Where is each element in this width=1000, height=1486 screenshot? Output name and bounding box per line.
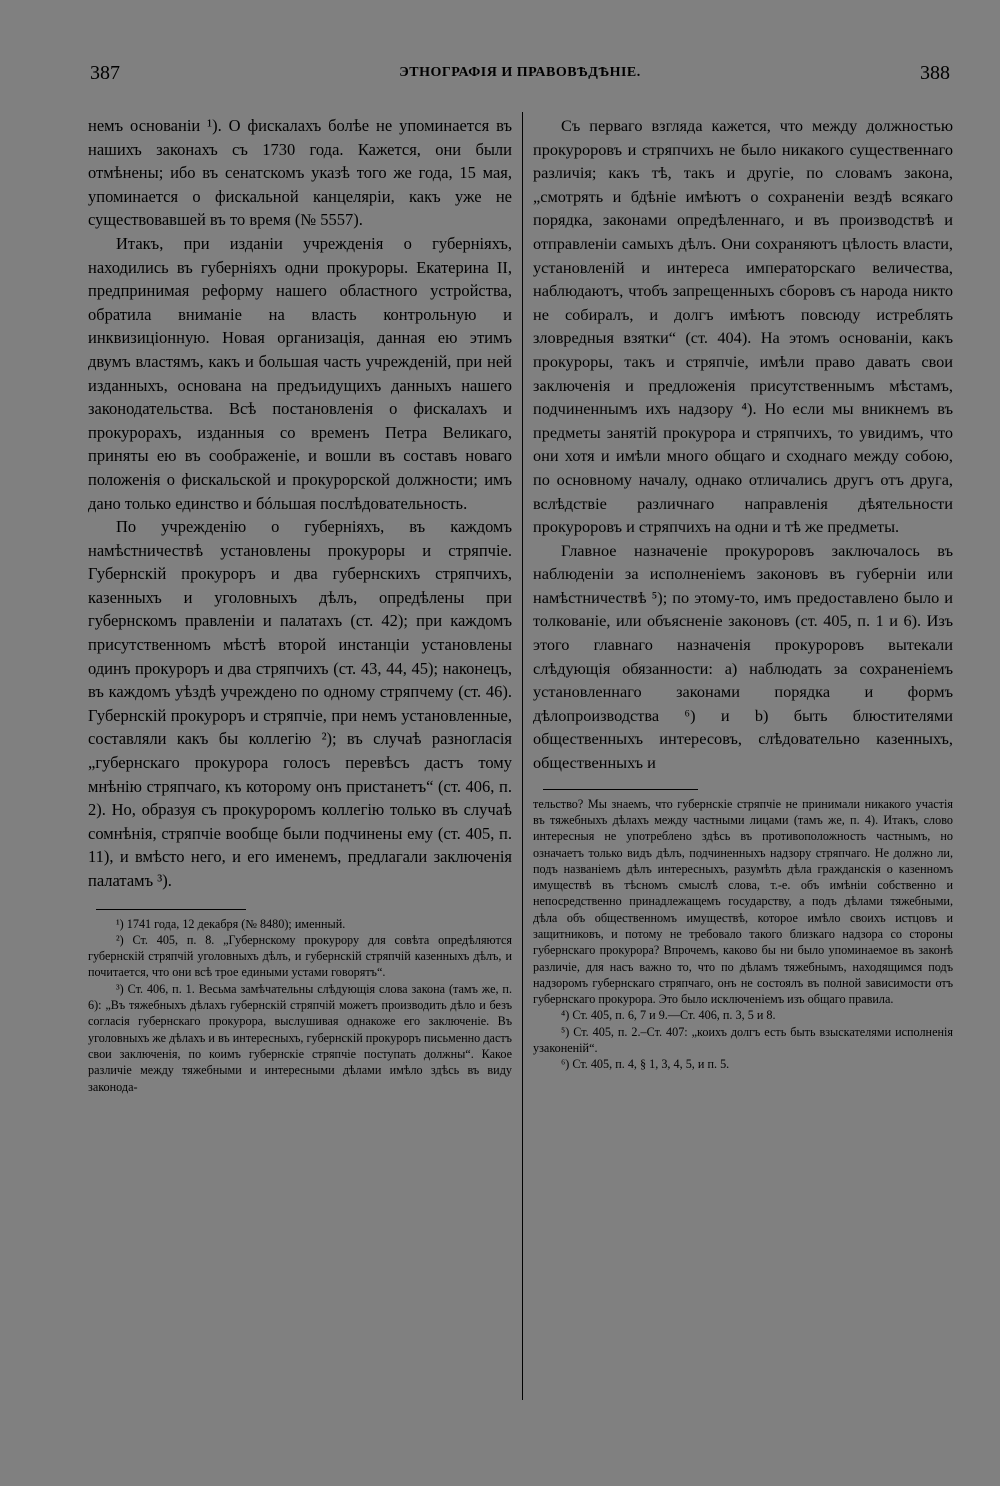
paragraph: немъ основаніи ¹). О фискалахъ болѣе не упоминается въ нашихъ законахъ съ 1730 года. Кажется, они были отмѣнены; ибо въ сенатскомъ указѣ того же года, 15 мая, упоминается о фискальной канцеляріи, какъ уже не существовавшей въ то время (№ 5557).: [88, 116, 512, 230]
running-header: [90, 62, 950, 92]
left-body-text: [88, 114, 512, 893]
paragraph: Съ перваго взгляда кажется, что между должностью прокуроровъ и стряпчихъ не было никакого существеннаго различія; какъ тѣ, такъ и другіе, по словамъ закона, „смотрять и бдѣніе имѣютъ о сохраненіи вездѣ всякаго порядка, законами опредѣленнаго, и въ производствѣ и отправленіи самыхъ дѣлъ. Они сохраняютъ цѣлость власти, установленій и интереса императорскаго величества, наблюдаютъ, чтобъ запрещенныхъ сборовъ съ народа никто не собиралъ, и долгъ имѣютъ повсюду истреблять зловредныя взятки“ (ст. 404). На этомъ основаніи, какъ прокуроры, такъ и стряпчіе, имѣли право давать свои заключенія и предложенія присутственнымъ мѣстамъ, подчиненнымъ ихъ надзору ⁴). Но если мы вникнемъ въ предметы занятій прокурора и стряпчихъ, то увидимъ, что они хотя и имѣли много общаго и сходнаго между собою, по основному началу, однако отличались другъ отъ друга, вслѣдствіе различнаго направленія дѣятельности прокуроровъ и стряпчихъ на одни и тѣ же предметы.: [533, 116, 953, 537]
page-number-left: 387: [90, 62, 120, 84]
right-footnotes: [533, 796, 953, 1073]
paragraph: Итакъ, при изданіи учрежденія о губерніяхъ, находились въ губерніяхъ одни прокуроры. Екатерина II, предпринимая реформу нашего областного устройства, обратила вниманіе на власть контрольную и инквизиціонную. Новая организація, данная ею этимъ двумъ властямъ, какъ и большая часть учрежденій, при ней изданныхъ, основана на предъидущихъ данныхъ нашего законодательства. Всѣ постановленія о фискалахъ и прокурорахъ, изданныя со временъ Петра Великаго, приняты ею въ соображеніе, и вошли въ составъ новаго положенія о фискальской и прокурорской должности; имъ дано только единство и бóльшая послѣдовательность.: [88, 233, 512, 513]
right-body-text: [533, 114, 953, 775]
paragraph: По учрежденію о губерніяхъ, въ каждомъ намѣстничествѣ установлены прокуроры и стряпчіе. Губернскій прокуроръ и два губернскихъ стряпчихъ, казенныхъ и уголовныхъ дѣлъ, опредѣлены при губернскомъ правленіи и палатахъ (ст. 42); при каждомъ присутственномъ мѣстѣ второй инстанціи установлены одинъ прокуроръ и два стряпчихъ (ст. 43, 44, 45); наконецъ, въ каждомъ уѣздѣ учреждено по одному стряпчему (ст. 46). Губернскій прокуроръ и стряпчіе, при немъ установленные, составляли какъ бы коллегію ²); въ случаѣ разногласія „губернскаго прокурора голосъ перевѣсъ дастъ тому мнѣнію стряпчаго, къ которому онъ пристанетъ“ (ст. 406, п. 2). Но, образуя съ прокуроромъ коллегію только въ случаѣ сомнѣнія, стряпчіе вообще были подчинены ему (ст. 405, п. 11), и вмѣсто него, и его именемъ, предлагали заключенія палатамъ ³).: [88, 517, 512, 890]
right-column: [533, 114, 953, 1073]
footnote: ⁴) Ст. 405, п. 6, 7 и 9.—Ст. 406, п. 3, 5 и 8.: [561, 1008, 776, 1023]
paragraph: Главное назначеніе прокуроровъ заключалось въ наблюденіи за исполненіемъ законовъ въ губерніи или намѣстничествѣ ⁵); по этому-то, имъ предоставлено было и толкованіе, или объясненіе законовъ (ст. 405, п. 1 и 6). Изъ этого главнаго назначенія прокуроровъ вытекали слѣдующія обязанности: а) наблюдать за сохраненіемъ установленнаго законами порядка и формъ дѣлопроизводства ⁶) и b) быть блюстителями общественныхъ интересовъ, слѣдовательно казенныхъ, общественныхъ и: [533, 540, 953, 773]
footnote: ³) Ст. 406, п. 1. Весьма замѣчательны слѣдующія слова закона (тамъ же, п. 6): „Въ тяжебныхъ дѣлахъ губернскій стряпчій можетъ производить дѣло и безъ согласія губернскаго прокурора, выслушивая однакоже его заключеніе. Въ уголовныхъ же дѣлахъ и въ интересныхъ, губернскій прокуроръ письменно дастъ свои заключенія, по коимъ губернскіе стряпчіе поступать должны“. Какое различіе между тяжебными и интересными дѣлами имѣло здѣсь въ виду законода-: [88, 981, 512, 1094]
footnote: ⁵) Ст. 405, п. 2.–Ст. 407: „коихъ долгъ есть быть взыскателями исполненія узаконеній“.: [533, 1024, 953, 1056]
page-number-right: 388: [920, 62, 950, 84]
footnote: ¹) 1741 года, 12 декабря (№ 8480); именный.: [116, 916, 346, 931]
left-column: [88, 114, 512, 1095]
footnote-continuation: тельство? Мы знаемъ, что губернскіе стряпчіе не принимали никакого участія въ тяжебныхъ дѣлахъ между частными лицами (тамъ же, п. 4). Итакъ, слово интересныя не употреблено здѣсь въ противоположность частнымъ, но означаетъ только видъ дѣлъ, подчиненныхъ надзору стряпчаго. Не должно ли, подъ названіемъ дѣлъ интересныхъ, разумѣть дѣла гражданскія о казенномъ имуществѣ въ тѣсномъ смыслѣ слова, т.-е. объ имѣніи собственно и непосредственно принадлежащемъ государству, а подъ дѣлами тяжебными, дѣла объ общественномъ имуществѣ, которое имѣло своихъ истцовъ и защитниковъ, и потому не требовало такого близкаго надзора со стороны губернскаго прокурора? Впрочемъ, каково бы ни было упоминаемое въ законѣ различіе, для насъ важно то, что по дѣламъ тяжебнымъ, находящимся подъ надзоромъ губернскаго стряпчаго, онъ не состоялъ въ полной зависимости отъ губернскаго прокурора. Это было исключеніемъ изъ общаго правила.: [533, 796, 953, 1007]
footnote-rule: [543, 789, 698, 790]
footnote: ²) Ст. 405, п. 8. „Губернскому прокурору для совѣта опредѣляются губернскій стряпчій уголовныхъ дѣлъ, и губернскій стряпчій казенныхъ дѣлъ, и почитается, что они всѣ трое едиными устами говорятъ“.: [88, 932, 512, 980]
footnote: ⁶) Ст. 405, п. 4, § 1, 3, 4, 5, и п. 5.: [561, 1057, 730, 1072]
running-title: ЭТНОГРАФІЯ И ПРАВОВѢДѢНІЕ.: [399, 65, 641, 80]
column-divider: [522, 112, 523, 1400]
footnote-rule: [96, 909, 246, 910]
left-footnotes: [88, 916, 512, 1095]
